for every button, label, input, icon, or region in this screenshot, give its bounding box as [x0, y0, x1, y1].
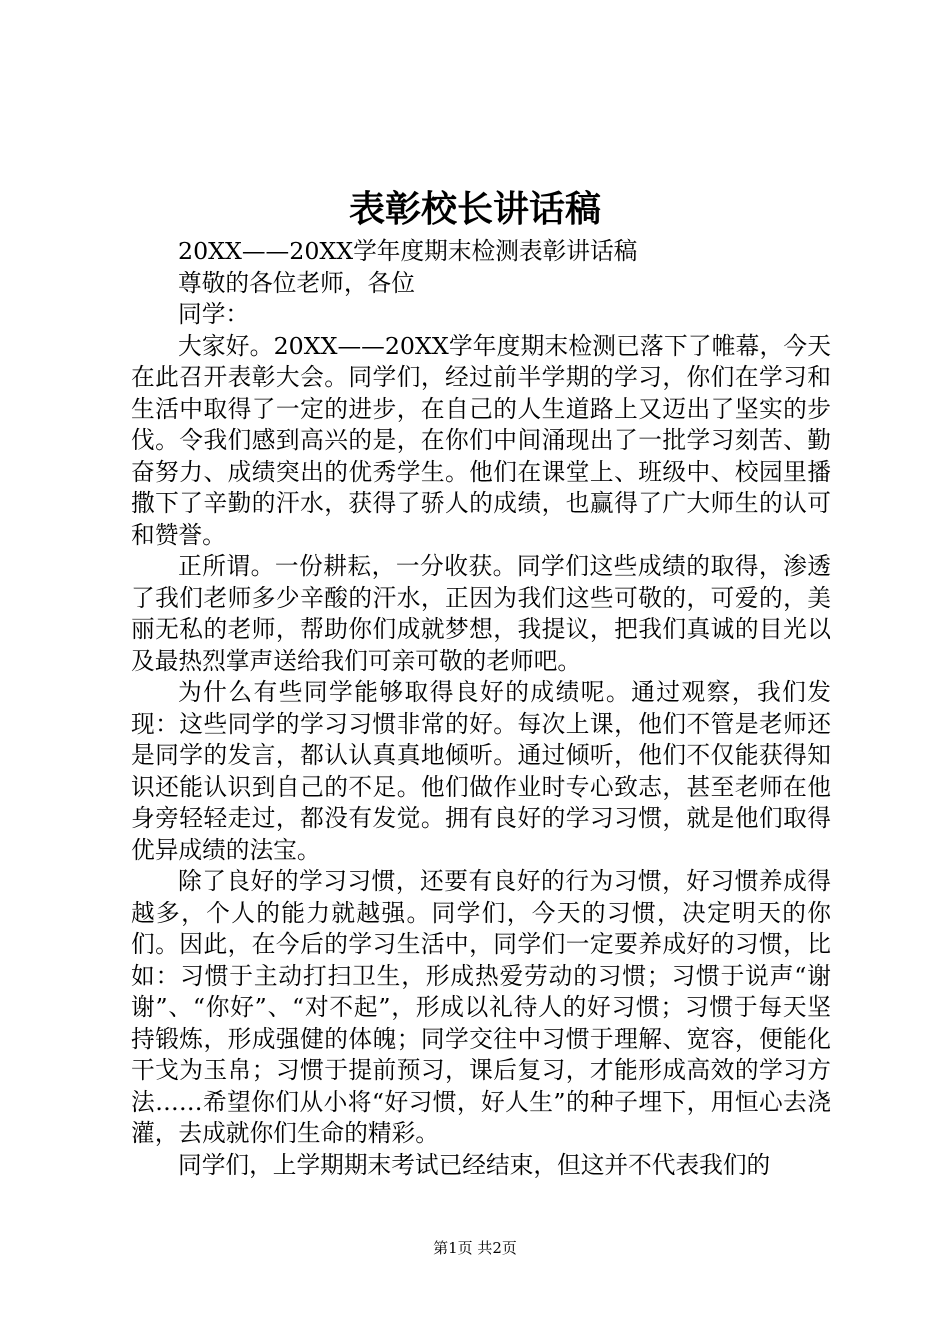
document-body: [131, 236, 831, 1181]
body-paragraph: 大家好。20XX——20XX学年度期末检测已落下了帷幕，今天在此召开表彰大会。同学们，经过前半学期的学习，你们在学习和生活中取得了一定的进步，在自己的人生道路上又迈出了坚实的步伐。令我们感到高兴的是，在你们中间涌现出了一批学习刻苦、勤奋努力、成绩突出的优秀学生。他们在课堂上、班级中、校园里播撒下了辛勤的汗水，获得了骄人的成绩，也赢得了广大师生的认可和赞誉。: [131, 331, 831, 549]
page-number-footer: 第1页 共2页: [433, 1239, 517, 1257]
salutation-line-1: 尊敬的各位老师，各位: [178, 268, 415, 297]
document-subtitle: 20XX——20XX学年度期末检测表彰讲话稿: [178, 237, 638, 265]
body-paragraph: 同学们，上学期期末考试已经结束，但这并不代表我们的: [178, 1150, 771, 1179]
body-paragraph: 正所谓。一份耕耘，一分收获。同学们这些成绩的取得，渗透了我们老师多少辛酸的汗水，正因为我们这些可敬的，可爱的，美丽无私的老师，帮助你们成就梦想，我提议，把我们真诚的目光以及最热烈掌声送给我们可亲可敬的老师吧。: [131, 552, 831, 675]
salutation-line-2: 同学：: [178, 300, 250, 328]
body-paragraph: 为什么有些同学能够取得良好的成绩呢。通过观察，我们发现：这些同学的学习习惯非常的好。每次上课，他们不管是老师还是同学的发言，都认认真真地倾听。通过倾听，他们不仅能获得知识还能认识到自己的不足。他们做作业时专心致志，甚至老师在他身旁轻轻走过，都没有发觉。拥有良好的学习习惯，就是他们取得优异成绩的法宝。: [131, 678, 831, 864]
body-paragraph: 除了良好的学习习惯，还要有良好的行为习惯，好习惯养成得越多，个人的能力就越强。同学们，今天的习惯，决定明天的你们。因此，在今后的学习生活中，同学们一定要养成好的习惯，比如：习惯于主动打扫卫生，形成热爱劳动的习惯；习惯于说声“谢谢”、“你好”、“对不起”，形成以礼待人的好习惯；习惯于每天坚持锻炼，形成强健的体魄；同学交往中习惯于理解、宽容，便能化干戈为玉帛；习惯于提前预习，课后复习，才能形成高效的学习方法……希望你们从小将“好习惯，好人生”的种子埋下，用恒心去浇灌，去成就你们生命的精彩。: [131, 867, 831, 1147]
document-title: 表彰校长讲话稿: [348, 188, 601, 230]
